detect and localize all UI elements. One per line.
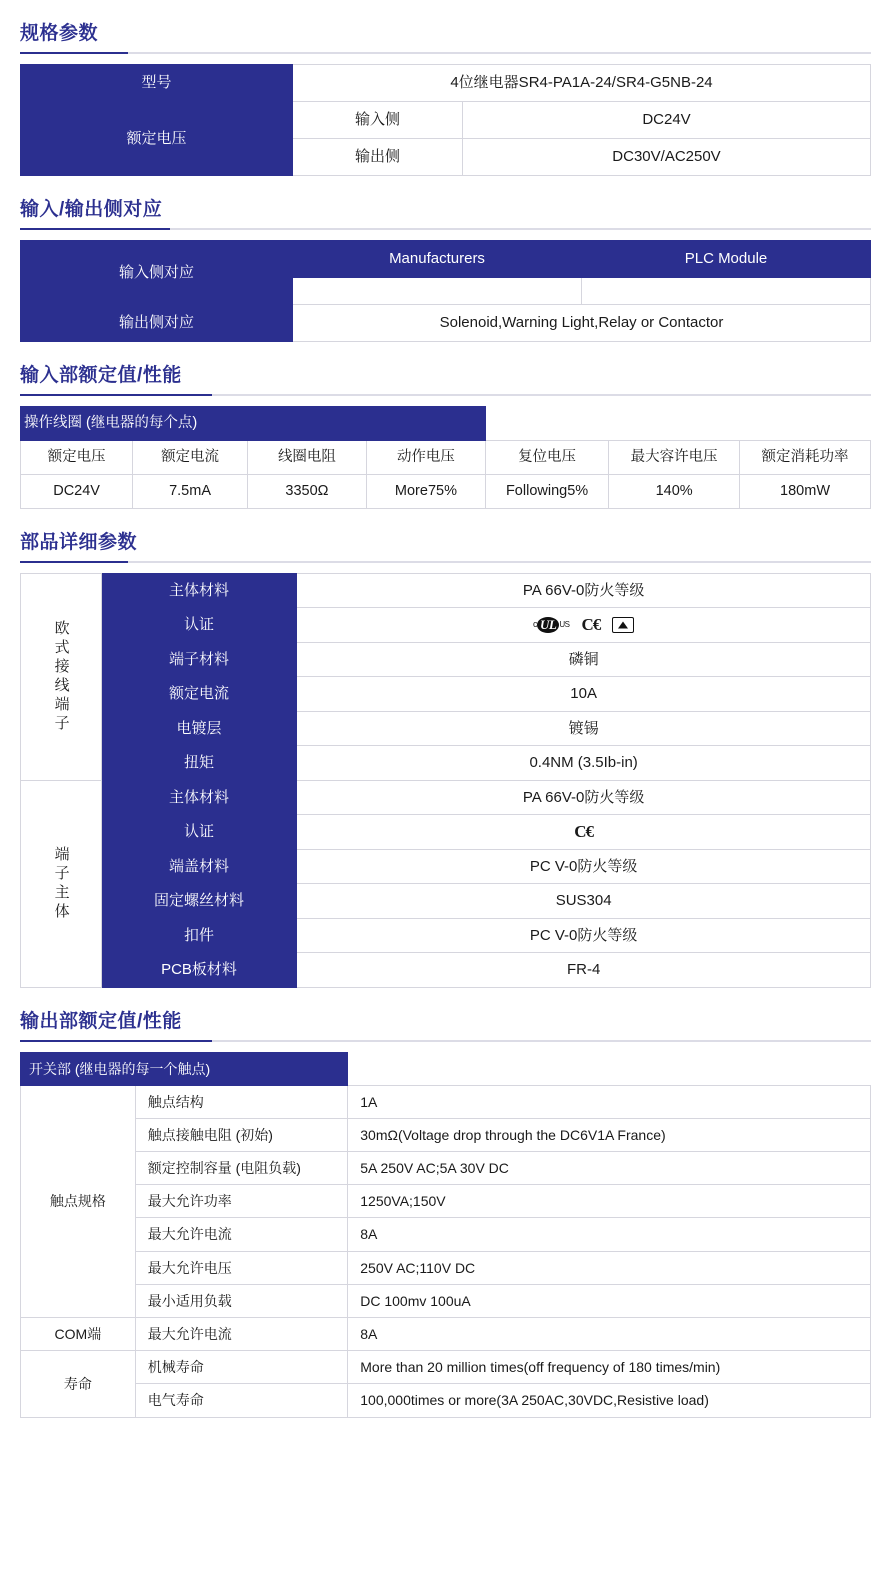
io-table-wrap [20,240,871,342]
table-row [21,953,871,988]
parts-row-label: 认证 [101,608,297,643]
section-title-output-rated: 输出部额定值/性能 [20,1006,871,1042]
ce-mark-icon: C€ [581,614,601,634]
parts-row-label: 额定电流 [101,677,297,712]
parts-row-value: PC V-0防火等级 [297,849,871,884]
parts-row-value: PA 66V-0防火等级 [297,573,871,608]
io-blank-plc-module [582,278,871,305]
table-row [21,1218,871,1251]
spec-input-side-value: DC24V [463,102,871,139]
input-rated-value-5: 140% [609,474,740,508]
input-rated-value-1: 7.5mA [133,474,248,508]
parts-row-label: 电镀层 [101,711,297,746]
output-row-label: 最小适用负载 [135,1284,348,1317]
table-row [21,1118,871,1151]
parts-row-label: 扭矩 [101,746,297,781]
io-output-value: Solenoid,Warning Light,Relay or Contactor [293,305,871,342]
table-row [21,780,871,815]
table-row [21,677,871,712]
input-rated-table [20,406,871,509]
output-row-value: 1250VA;150V [348,1185,871,1218]
table-row [21,815,871,850]
input-rated-header-1: 额定电流 [133,440,248,474]
parts-row-value-certs [297,608,871,643]
io-col-plc-module: PLC Module [582,241,871,278]
parts-group-terminal-body-label: 端子主体 [21,780,102,987]
spec-input-side-label: 输入侧 [293,102,463,139]
coil-header: 操作线圈 (继电器的每个点) [21,407,486,441]
parts-row-label: PCB板材料 [101,953,297,988]
output-row-value: 250V AC;110V DC [348,1251,871,1284]
spec-table [20,64,871,176]
parts-row-value: 磷铜 [297,642,871,677]
parts-row-label: 固定螺丝材料 [101,884,297,919]
io-table [20,240,871,342]
output-group-life-label: 寿命 [21,1351,136,1417]
parts-table-wrap [20,573,871,988]
parts-group-euro-terminal-label: 欧式接线端子 [21,573,102,780]
io-col-manufacturers: Manufacturers [293,241,582,278]
parts-row-value-ce [297,815,871,850]
switch-header: 开关部 (继电器的每一个触点) [21,1052,348,1085]
certification-marks [303,822,864,841]
table-row [21,474,871,508]
output-row-label: 最大允许电压 [135,1251,348,1284]
input-rated-header-2: 线圈电阻 [247,440,366,474]
output-row-value: 30mΩ(Voltage drop through the DC6V1A France) [348,1118,871,1151]
ul-mark-icon: c UL US [533,616,570,632]
input-rated-header-4: 复位电压 [485,440,608,474]
table-row [21,1318,871,1351]
output-row-label: 最大允许电流 [135,1318,348,1351]
table-row [21,1251,871,1284]
section-io [20,194,871,342]
parts-row-value: 0.4NM (3.5Ib-in) [297,746,871,781]
input-rated-header-0: 额定电压 [21,440,133,474]
table-row [21,711,871,746]
parts-row-label: 认证 [101,815,297,850]
output-row-label: 最大允许电流 [135,1218,348,1251]
table-row [21,1052,871,1085]
parts-row-label: 端盖材料 [101,849,297,884]
table-row [21,918,871,953]
output-row-value: 5A 250V AC;5A 30V DC [348,1152,871,1185]
table-row [21,1284,871,1317]
output-row-label: 额定控制容量 (电阻负载) [135,1152,348,1185]
output-row-value: 8A [348,1218,871,1251]
table-row [21,407,871,441]
table-row [21,573,871,608]
table-row [21,1152,871,1185]
spec-model-value: 4位继电器SR4-PA1A-24/SR4-G5NB-24 [293,65,871,102]
input-rated-value-6: 180mW [740,474,871,508]
spec-output-side-label: 输出侧 [293,139,463,176]
section-title-parts: 部品详细参数 [20,527,871,563]
parts-row-value: 10A [297,677,871,712]
table-row [21,1384,871,1417]
section-title-input-rated: 输入部额定值/性能 [20,360,871,396]
output-rated-table [20,1052,871,1418]
spec-rated-voltage-label: 额定电压 [21,102,293,176]
io-blank-manufacturers [293,278,582,305]
table-row [21,849,871,884]
ce-mark-icon: C€ [574,821,594,841]
parts-row-value: PA 66V-0防火等级 [297,780,871,815]
input-rated-header-3: 动作电压 [366,440,485,474]
table-row [21,1351,871,1384]
parts-row-label: 扣件 [101,918,297,953]
section-spec [20,18,871,176]
output-row-value: 1A [348,1085,871,1118]
spec-table-wrap [20,64,871,176]
output-group-contact-label: 触点规格 [21,1085,136,1317]
table-row [21,440,871,474]
output-row-label: 电气寿命 [135,1384,348,1417]
spec-model-label: 型号 [21,65,293,102]
spec-output-side-value: DC30V/AC250V [463,139,871,176]
output-row-value: More than 20 million times(off frequency of 180 times/min) [348,1351,871,1384]
parts-table [20,573,871,988]
parts-row-value: PC V-0防火等级 [297,918,871,953]
input-rated-table-wrap [20,406,871,509]
section-parts [20,527,871,988]
input-rated-value-2: 3350Ω [247,474,366,508]
table-row [21,102,871,139]
input-rated-value-4: Following5% [485,474,608,508]
table-row [21,305,871,342]
table-row [21,746,871,781]
parts-row-value: SUS304 [297,884,871,919]
parts-row-value: 镀锡 [297,711,871,746]
output-row-label: 机械寿命 [135,1351,348,1384]
output-row-value: 100,000times or more(3A 250AC,30VDC,Resistive load) [348,1384,871,1417]
table-row [21,642,871,677]
io-input-label: 输入侧对应 [21,241,293,305]
table-row [21,241,871,278]
table-row [21,884,871,919]
output-row-label: 最大允许功率 [135,1185,348,1218]
table-row [21,1085,871,1118]
parts-row-label: 端子材料 [101,642,297,677]
output-rated-table-wrap [20,1052,871,1418]
input-rated-value-3: More75% [366,474,485,508]
parts-row-label: 主体材料 [101,573,297,608]
section-title-io: 输入/输出侧对应 [20,194,871,230]
warning-triangle-icon [612,617,634,633]
output-row-value: 8A [348,1318,871,1351]
section-input-rated [20,360,871,509]
output-row-label: 触点接触电阻 (初始) [135,1118,348,1151]
section-title-spec: 规格参数 [20,18,871,54]
table-row [21,65,871,102]
input-rated-header-5: 最大容许电压 [609,440,740,474]
output-group-com-label: COM端 [21,1318,136,1351]
io-output-label: 输出侧对应 [21,305,293,342]
input-rated-header-6: 额定消耗功率 [740,440,871,474]
input-rated-value-0: DC24V [21,474,133,508]
output-row-value: DC 100mv 100uA [348,1284,871,1317]
table-row [21,608,871,643]
certification-marks [303,615,864,634]
parts-row-label: 主体材料 [101,780,297,815]
output-row-label: 触点结构 [135,1085,348,1118]
table-row [21,1185,871,1218]
section-output-rated [20,1006,871,1418]
parts-row-value: FR-4 [297,953,871,988]
